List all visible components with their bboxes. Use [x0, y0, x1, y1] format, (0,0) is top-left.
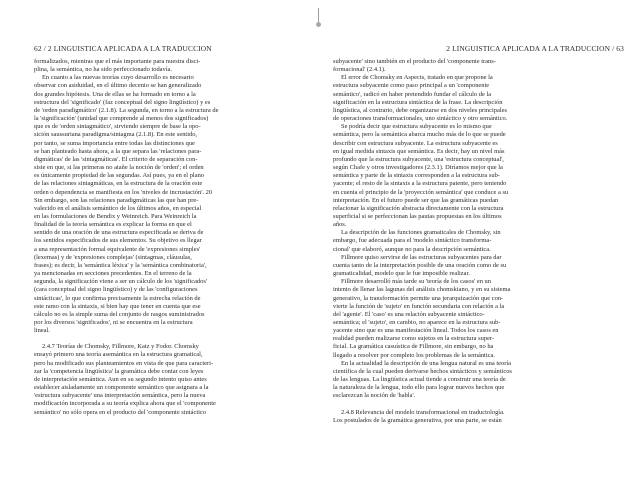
text-line: lingüística, al contrario, debe organizarse en dos niveles principales	[333, 106, 507, 114]
text-line: Fillmore quiso servirse de las estructuras subyacentes para dar	[341, 253, 502, 261]
text-line: años.	[333, 221, 347, 229]
text-line: 2.4.8 Relevancia del modelo transformacional en traductología.	[341, 408, 505, 416]
right-page	[319, 0, 638, 494]
text-line: ficial. La gramática casuística de Fillmore, sin embargo, no ha	[333, 343, 494, 351]
text-line: esclarezcan la noción de 'habla'.	[333, 392, 416, 400]
text-line: En la actualidad la descripción de una lengua natural es una teoría	[341, 359, 511, 367]
text-line: realidad pueden realizarse como sujetos en la estructura super-	[333, 335, 495, 343]
text-line: (cara conceptual del signo lingüístico) y de las 'configuraciones	[34, 286, 198, 294]
text-line: estructura del 'significado' (faz conceptual del signo lingüístico) y es	[34, 98, 211, 106]
text-line: Los postulados de la gramática generativa, por una parte, se están	[333, 416, 502, 424]
text-line: yacente; el resto de la sintaxis a la estructura patente, pero teniendo	[333, 180, 507, 188]
text-line: semántica y parte de la sintaxis corresponden a la estructura sub-	[333, 172, 500, 180]
text-line: por los diversos 'significados', ni se encuentra en la estructura	[34, 319, 193, 326]
text-line: Se podría decir que estructura subyacente es lo mismo que	[341, 123, 492, 131]
text-line: establecer aisladamente un componente semántico que asignara a la	[34, 384, 209, 392]
text-line: ensayó primero una teoría asemántica en la estructura gramatical,	[34, 351, 203, 359]
text-line: según Chafe y otros investigadores (2.3.1). Diríamos mejor que la	[333, 164, 503, 172]
text-line: formacional' (2.4.1).	[333, 66, 386, 74]
text-line: observar con asiduidad, en el último decenio se han generalizado	[34, 82, 202, 90]
text-line: se han planteado hasta ahora, a la que separa las 'relaciones para-	[34, 147, 202, 155]
text-line: de 'orden paradigmático' (2.1.8). La segunda, en torno a la estructura de	[34, 106, 219, 114]
text-line: semántica; el 'sujeto', en cambio, no aparece en la estructura sub-	[333, 319, 501, 326]
text-line: El error de Chomsky en Aspects, tratado en que propone la	[341, 74, 493, 82]
text-line: este ramo con la sintaxis, si bien hay que tener en cuenta que ese	[34, 302, 201, 310]
text-line: La descripción de las funciones gramaticales de Chomsky, sin	[341, 229, 501, 237]
right-page-header: 2 LINGUISTICA APLICADA A LA TRADUCCION / 63	[446, 44, 624, 53]
text-line: de interpretación semántica. Aun en su segundo intento quiso antes	[34, 375, 207, 383]
text-line: ya mencionadas en secciones precedentes. En el terreno de la	[34, 270, 192, 278]
text-line: relacionar la significación abstracta directamente con la estructura	[333, 204, 504, 212]
text-line: generativo, la transformación permite una jerarquización que con-	[333, 294, 504, 302]
text-line: sición saussuriana paradigma/sintagma (2.1.8). En este sentido,	[34, 131, 198, 139]
text-line: segunda, la significación viene a ser un cálculo de los 'significados'	[34, 278, 208, 286]
text-line: la naturaleza de la lengua, todo ello para lograr nuevos hechos que	[333, 384, 505, 392]
text-line: valecido en el análisis semántico de los últimos años, en especial	[34, 204, 202, 212]
left-page-body	[34, 58, 310, 417]
text-line: plina, la semántica, no ha sido perfeccionado todavía.	[34, 66, 172, 74]
text-line: formalizados, mientras que el más importante para nuestra disci-	[34, 58, 201, 65]
text-line: los sentidos especificados de sus elementos. Su objetivo es llegar	[34, 237, 202, 245]
text-line: subyacente' sino también en el producto del 'componente trans-	[333, 58, 496, 65]
text-line: de operaciones transformacionales, uno sintáctico y otro semántico.	[333, 115, 508, 123]
right-page-body	[333, 58, 609, 425]
text-line: vierte la función de 'sujeto' en función secundaria con relación a la	[333, 302, 505, 310]
text-line: sintácticas', lo que confirma precisamente la estrecha relación de	[34, 294, 201, 302]
text-line: siste en que, si las primeras no atañe la noción de 'orden'; el orden	[34, 164, 204, 172]
text-line: por tanto, se suma importancia entre todas las distinciones que	[34, 139, 195, 147]
text-line: en igual medida sintaxis que semántica. Es decir, hay un nivel más	[333, 147, 505, 155]
text-line: dos grandes hipótesis. Una de ellas se ha formado en torno a la	[34, 90, 196, 98]
text-line: es únicamente propiedad de las segundas. Así pues, ya en el plano	[34, 172, 205, 180]
text-line: cional' que elaboró, aunque no para la descripción semántica.	[333, 245, 491, 253]
text-line: finalidad de la teoría semántica es explicar la forma en que el	[34, 221, 192, 229]
text-line: yacente sino que es una manifestación lineal. Todos los casos en	[333, 327, 499, 335]
text-line: del 'agente'. El 'caso' es una relación subyacente sintáctico-	[333, 310, 485, 318]
text-line: que es de 'orden sintagmático', sirviendo siempre de base la opo-	[34, 123, 201, 131]
text-line: cálculo no es la simple suma del conjunto de rasgos suministrados	[34, 310, 205, 318]
text-line: significación en la estructura sintáctica de la frase. La descripción	[333, 98, 503, 106]
text-line: En cuanto a las nuevas teorías cuyo desarrollo es necesario	[42, 74, 194, 82]
text-line: (lexemas) y de 'expresiones complejas' (sintagmas, cláusulas,	[34, 253, 192, 261]
text-line: Fillmore desarrolló más tarde su 'teoría de los casos' en un	[341, 278, 491, 286]
text-line: de las lenguas. La lingüística actual tiende a construir una teoría de	[333, 376, 506, 384]
text-line: semántica, pero la semántica abarca mucho más de lo que se puede	[333, 131, 506, 139]
text-line: cuenta tanto de la interpretación posible de una oración como de su	[333, 261, 507, 269]
text-line: semántico' no sólo opera en el producto del 'componente sintáctico	[34, 408, 206, 416]
text-line: interpretación. En el futuro puede ser que las gramáticas puedan	[333, 196, 499, 204]
text-line: pero ha modificado sus planteamientos en vista de que para caracteri-	[34, 359, 214, 367]
text-line: de las relaciones sintagmáticas, en la estructura de la oración este	[34, 180, 203, 188]
text-line: 2.4.7 Teorías de Chomsky, Fillmore, Katz y Fodor. Chomsky	[42, 343, 199, 351]
text-line: 'estructura subyacente' una interpretación semántica, pero la nueva	[34, 392, 206, 400]
text-line: a una representación formal equivalente de 'expresiones simples'	[34, 245, 201, 253]
text-line: superficial si se perfeccionan las pautas propuestas en los últimos	[333, 212, 502, 220]
text-line: Sin embargo, son las relaciones paradigmáticas las que han pre-	[34, 196, 199, 204]
text-line: frases); es decir, la 'semántica léxica' y la 'semántica combinatoria',	[34, 261, 207, 269]
text-line: lineal.	[34, 327, 50, 335]
text-line: profundo que la estructura subyacente, una 'estructura conceptual',	[333, 155, 504, 163]
text-line: intento de llenar las lagunas del análisis chomskiano, y en su sistema	[333, 286, 511, 294]
text-line: en las formulaciones de Bendix y Weinreich. Para Weinreich la	[34, 212, 197, 220]
text-line: zar la 'competencia lingüística' la gramática debe contar con leyes	[34, 367, 204, 375]
text-line: digmáticas' de las 'sintagmáticas'. El criterio de separación con-	[34, 155, 198, 163]
text-line: modificación incorporada a su teoría explica ahora que el 'componente	[34, 400, 216, 408]
text-line: embargo, fue adecuada para el 'modelo sintáctico transforma-	[333, 237, 492, 245]
text-line: gramaticalidad, modelo que le fue imposible realizar.	[333, 270, 470, 278]
paragraph-gap	[34, 335, 310, 343]
text-line: sentido de una oración de una estructura especificada se deriva de	[34, 229, 204, 237]
text-line: semántico', radicó en haber pretendido fundar el cálculo de la	[333, 90, 492, 98]
text-line: estructura subyacente como paso principal a un 'componente	[333, 82, 490, 90]
text-line: la 'significación' (unidad que comprende al menos dos significados)	[34, 115, 209, 123]
text-line: orden o dependencia se manifiesta en los 'niveles de incrustación'. 20	[34, 188, 213, 196]
text-line: científica de la cual pueden derivarse hechos sintácticos y semánticos	[333, 367, 512, 375]
text-line: en cuenta el principio de la 'proyección semántica' que conduce a su	[333, 188, 509, 196]
text-line: describir con estructura subyacente. La estructura subyacente es	[333, 139, 498, 147]
text-line: llegado a resolver por completo los problemas de la semántica.	[333, 351, 495, 359]
paragraph-gap	[333, 401, 609, 409]
left-page-header: 62 / 2 LINGUISTICA APLICADA A LA TRADUCCION	[34, 44, 212, 53]
